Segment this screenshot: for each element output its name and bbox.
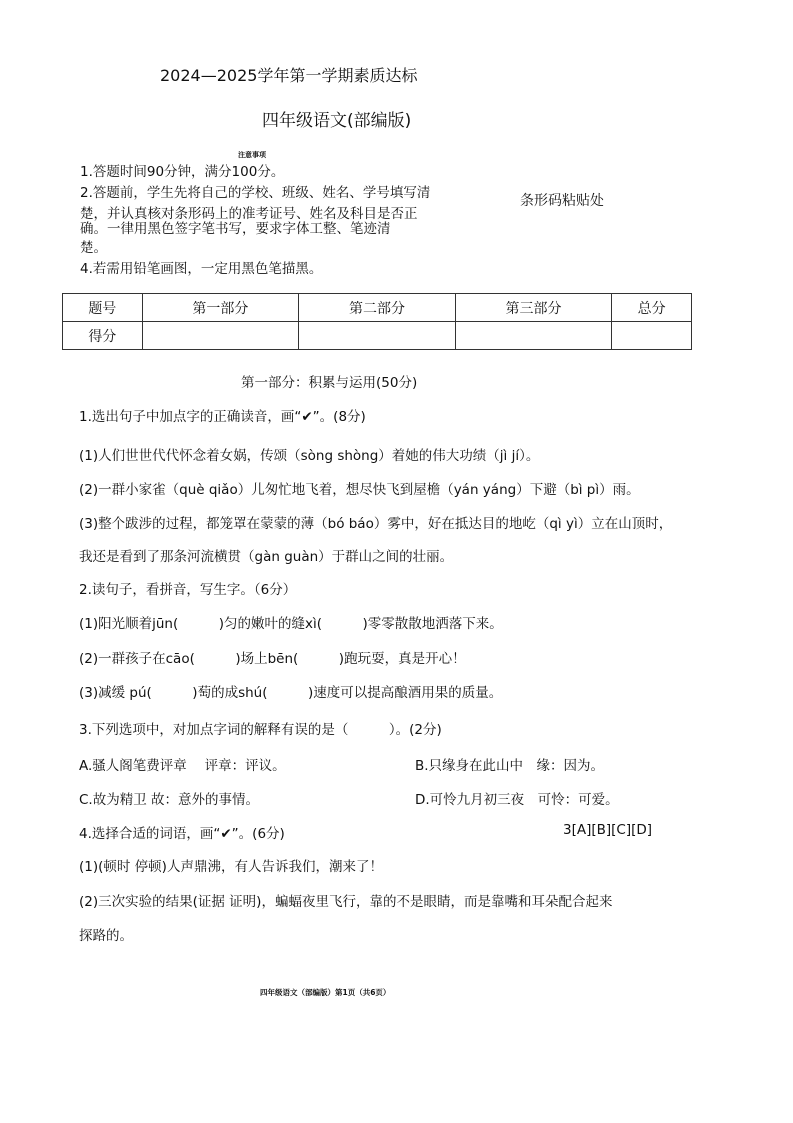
question-line: (1)人们世世代代怀念着女娲，传颂（sòng shòng）着她的伟大功绩（jì jí）。	[79, 448, 540, 464]
note-line: 确。一律用黑色签字笔书写，要求字体工整、笔迹清	[80, 221, 391, 237]
note-line: 楚，并认真核对条形码上的准考证号、姓名及科目是否正	[80, 206, 418, 222]
barcode-area-label: 条形码粘贴处	[520, 193, 604, 209]
notice-heading: 注意事项	[238, 151, 266, 159]
table-header-cell: 题号	[63, 294, 143, 322]
note-line: 楚。	[80, 240, 107, 256]
option-c: C.故为精卫 故：意外的事情。	[79, 792, 260, 808]
note-line: 1.答题时间90分钟，满分100分。	[80, 164, 285, 180]
question-line: 2.读句子，看拼音，写生字。（6分）	[79, 582, 297, 598]
option-d: D.可怜九月初三夜 可怜：可爱。	[415, 792, 619, 808]
question-line: 探路的。	[79, 928, 133, 944]
table-header-cell: 第二部分	[299, 294, 456, 322]
score-table	[62, 293, 692, 350]
page-footer: 四年级语文（部编版）第1页（共6页）	[260, 988, 391, 997]
table-cell	[142, 322, 299, 350]
section-title: 第一部分：积累与运用(50分)	[241, 375, 418, 391]
table-header-cell: 第三部分	[455, 294, 612, 322]
question-line: (3)整个跋涉的过程，都笼罩在蒙蒙的薄（bó báo）雾中，好在抵达目的地屹（qì yì）立在山顶时，	[79, 516, 673, 532]
exam-title: 2024—2025学年第一学期素质达标	[160, 66, 418, 85]
question-line: 1.选出句子中加点字的正确读音，画“✔”。(8分)	[79, 409, 366, 425]
question-line: (1)(顿时 停顿)人声鼎沸，有人告诉我们，潮来了！	[79, 859, 383, 875]
table-header-cell: 第一部分	[142, 294, 299, 322]
answer-code: 3[A][B][C][D]	[563, 822, 653, 838]
note-line: 2.答题前，学生先将自己的学校、班级、姓名、学号填写清	[80, 185, 431, 201]
question-line: 我还是看到了那条河流横贯（gàn guàn）于群山之间的壮丽。	[79, 549, 454, 565]
note-line: 4.若需用铅笔画图，一定用黑色笔描黑。	[80, 261, 323, 277]
table-cell: 得分	[63, 322, 143, 350]
table-cell	[612, 322, 692, 350]
table-row	[63, 294, 692, 322]
option-b: B.只缘身在此山中 缘：因为。	[415, 758, 605, 774]
question-line: 3.下列选项中，对加点字词的解释有误的是（ ）。(2分)	[79, 722, 442, 738]
question-line: (2)一群小家雀（què qiǎo）儿匆忙地飞着，想尽快飞到屋檐（yán yáng）下避（bì pì）雨。	[79, 482, 640, 498]
question-line: (2)三次实验的结果(证据 证明)，蝙蝠夜里飞行，靠的不是眼睛，而是靠嘴和耳朵配合起来	[79, 894, 613, 910]
option-a: A.骚人阁笔费评章 评章：评议。	[79, 758, 286, 774]
exam-subtitle: 四年级语文(部编版)	[262, 111, 412, 131]
question-4-title: 4.选择合适的词语，画“✔”。(6分)	[79, 826, 285, 842]
table-cell	[299, 322, 456, 350]
question-line: (3)减缓 pú( )萄的成shú( )速度可以提高酿酒用果的质量。	[79, 685, 503, 701]
table-row	[63, 322, 692, 350]
table-cell	[455, 322, 612, 350]
question-line: (1)阳光顺着jūn( )匀的嫩叶的缝xì( )零零散散地洒落下来。	[79, 616, 503, 632]
question-line: (2)一群孩子在cāo( )场上bēn( )跑玩耍，真是开心！	[79, 651, 466, 667]
table-header-cell: 总分	[612, 294, 692, 322]
